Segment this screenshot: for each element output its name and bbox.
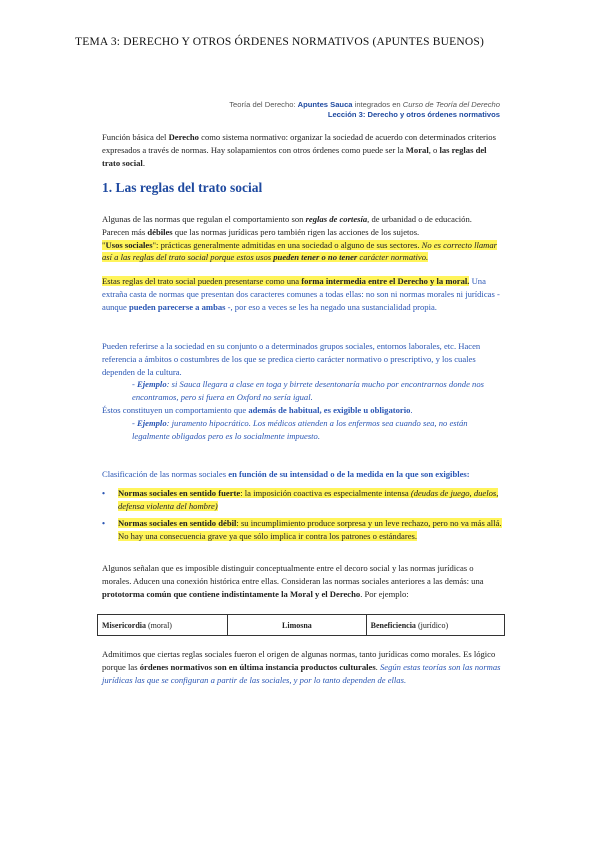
header-course: Curso de Teoría del Derecho	[402, 100, 500, 109]
usos-sociales-paragraph: "Usos sociales": prácticas generalmente admitidas en una sociedad o alguno de sus sectores. No es correcto llamar así a las reglas del trato social porque estos usos pueden tener o no tener carácter normativo.	[102, 239, 498, 263]
section6-paragraph: Admitimos que ciertas reglas sociales fueron el origen de algunas normas, tanto jurídicas como morales. Es lógico porque las órdenes normativos son en última instancia productos culturales. Según estas teorías son las normas jurídicas las que se configuran a partir de las sociales, y por lo tanto dependen de ellas.	[102, 649, 501, 685]
exigible-line: Éstos constituyen un comportamiento que además de habitual, es exigible u obligatorio.	[102, 404, 413, 415]
document-title: TEMA 3: DERECHO Y OTROS ÓRDENES NORMATIVOS (APUNTES BUENOS)	[75, 36, 484, 48]
header-prefix: Teoría del Derecho:	[229, 100, 298, 109]
culture-paragraph: Pueden referirse a la sociedad en su conjunto o a determinados grupos sociales, entornos laborales, etc. Hacen referencia a ámbitos o costumbres de los que se predica cierto carácter normativo o prescriptivo, y los cuales dependen de la cultura.	[102, 341, 481, 377]
page-header	[229, 100, 500, 109]
intro-paragraph: Función básica del Derecho como sistema normativo: organizar la sociedad de acuerdo con determinados criterios expresados a través de normas. Hay solapamientos con otros órdenes como puede ser la Moral, o las reglas del trato social.	[102, 132, 496, 168]
comparison-table	[97, 614, 505, 636]
table-cell-beneficiencia: Beneficiencia (jurídico)	[366, 615, 504, 636]
section4-block	[102, 468, 502, 548]
section3-block	[102, 340, 502, 442]
header-brand: Apuntes Sauca	[297, 100, 353, 109]
line-cortesia: Algunas de las normas que regulan el comportamiento son reglas de cortesía, de urbanidad o de educación.	[102, 214, 472, 224]
table-cell-limosna: Limosna	[228, 615, 366, 636]
header-lesson: Lección 3: Derecho y otros órdenes normativos	[327, 110, 500, 119]
table-cell-misericordia: Misericordia (moral)	[98, 615, 228, 636]
section-heading: 1. Las reglas del trato social	[102, 180, 263, 195]
header-middle: integrados en	[352, 100, 403, 109]
example-hipocratico: - Ejemplo: juramento hipocrático. Los médicos atienden a los enfermos sea cuando sea, no están legalmente obligados pero es lo socialmente impuesto.	[132, 417, 468, 441]
section2-paragraph: Estas reglas del trato social pueden presentarse como una forma intermedia entre el Derecho y la moral. Una extraña casta de normas que presentan dos caracteres comunes a todas ellas: no son ni normas morales ni jurídicas - aunque pueden parecerse a ambas -, por eso a veces se les ha negado una sustancialidad propia.	[102, 276, 500, 312]
table-row	[98, 615, 505, 636]
list-item-fuerte: • Normas sociales en sentido fuerte: la imposición coactiva es especialmente intensa (deudas de juego, duelos, defensa violenta del hombre)	[102, 487, 502, 513]
classification-list	[102, 487, 502, 543]
line-debiles: Parecen más débiles que las normas jurídicas pero también rigen las acciones de los sujetos.	[102, 226, 420, 237]
classification-intro: Clasificación de las normas sociales en función de su intensidad o de la medida en la que son exigibles:	[102, 469, 470, 479]
list-item-debil: • Normas sociales en sentido débil: su incumplimiento produce sorpresa y un leve rechazo, pero no va más allá. No hay una consecuencia grave ya que sólo implica ir contra los patrones o estándares.	[102, 517, 502, 543]
section5-paragraph: Algunos señalan que es imposible distinguir conceptualmente entre el decoro social y las normas jurídicas o morales. Aducen una conexión histórica entre ellas. Consideran las normas sociales anteriores a las demás: una prototorma común que contiene indistintamente la Moral y el Derecho. Por ejemplo:	[102, 563, 484, 599]
section1-block	[102, 213, 502, 264]
example-toga: - Ejemplo: si Sauca llegara a clase en toga y birrete desentonaría mucho por encontrarnos donde nos encontramos, pero si fuera en Oxford no sería igual.	[132, 379, 484, 403]
